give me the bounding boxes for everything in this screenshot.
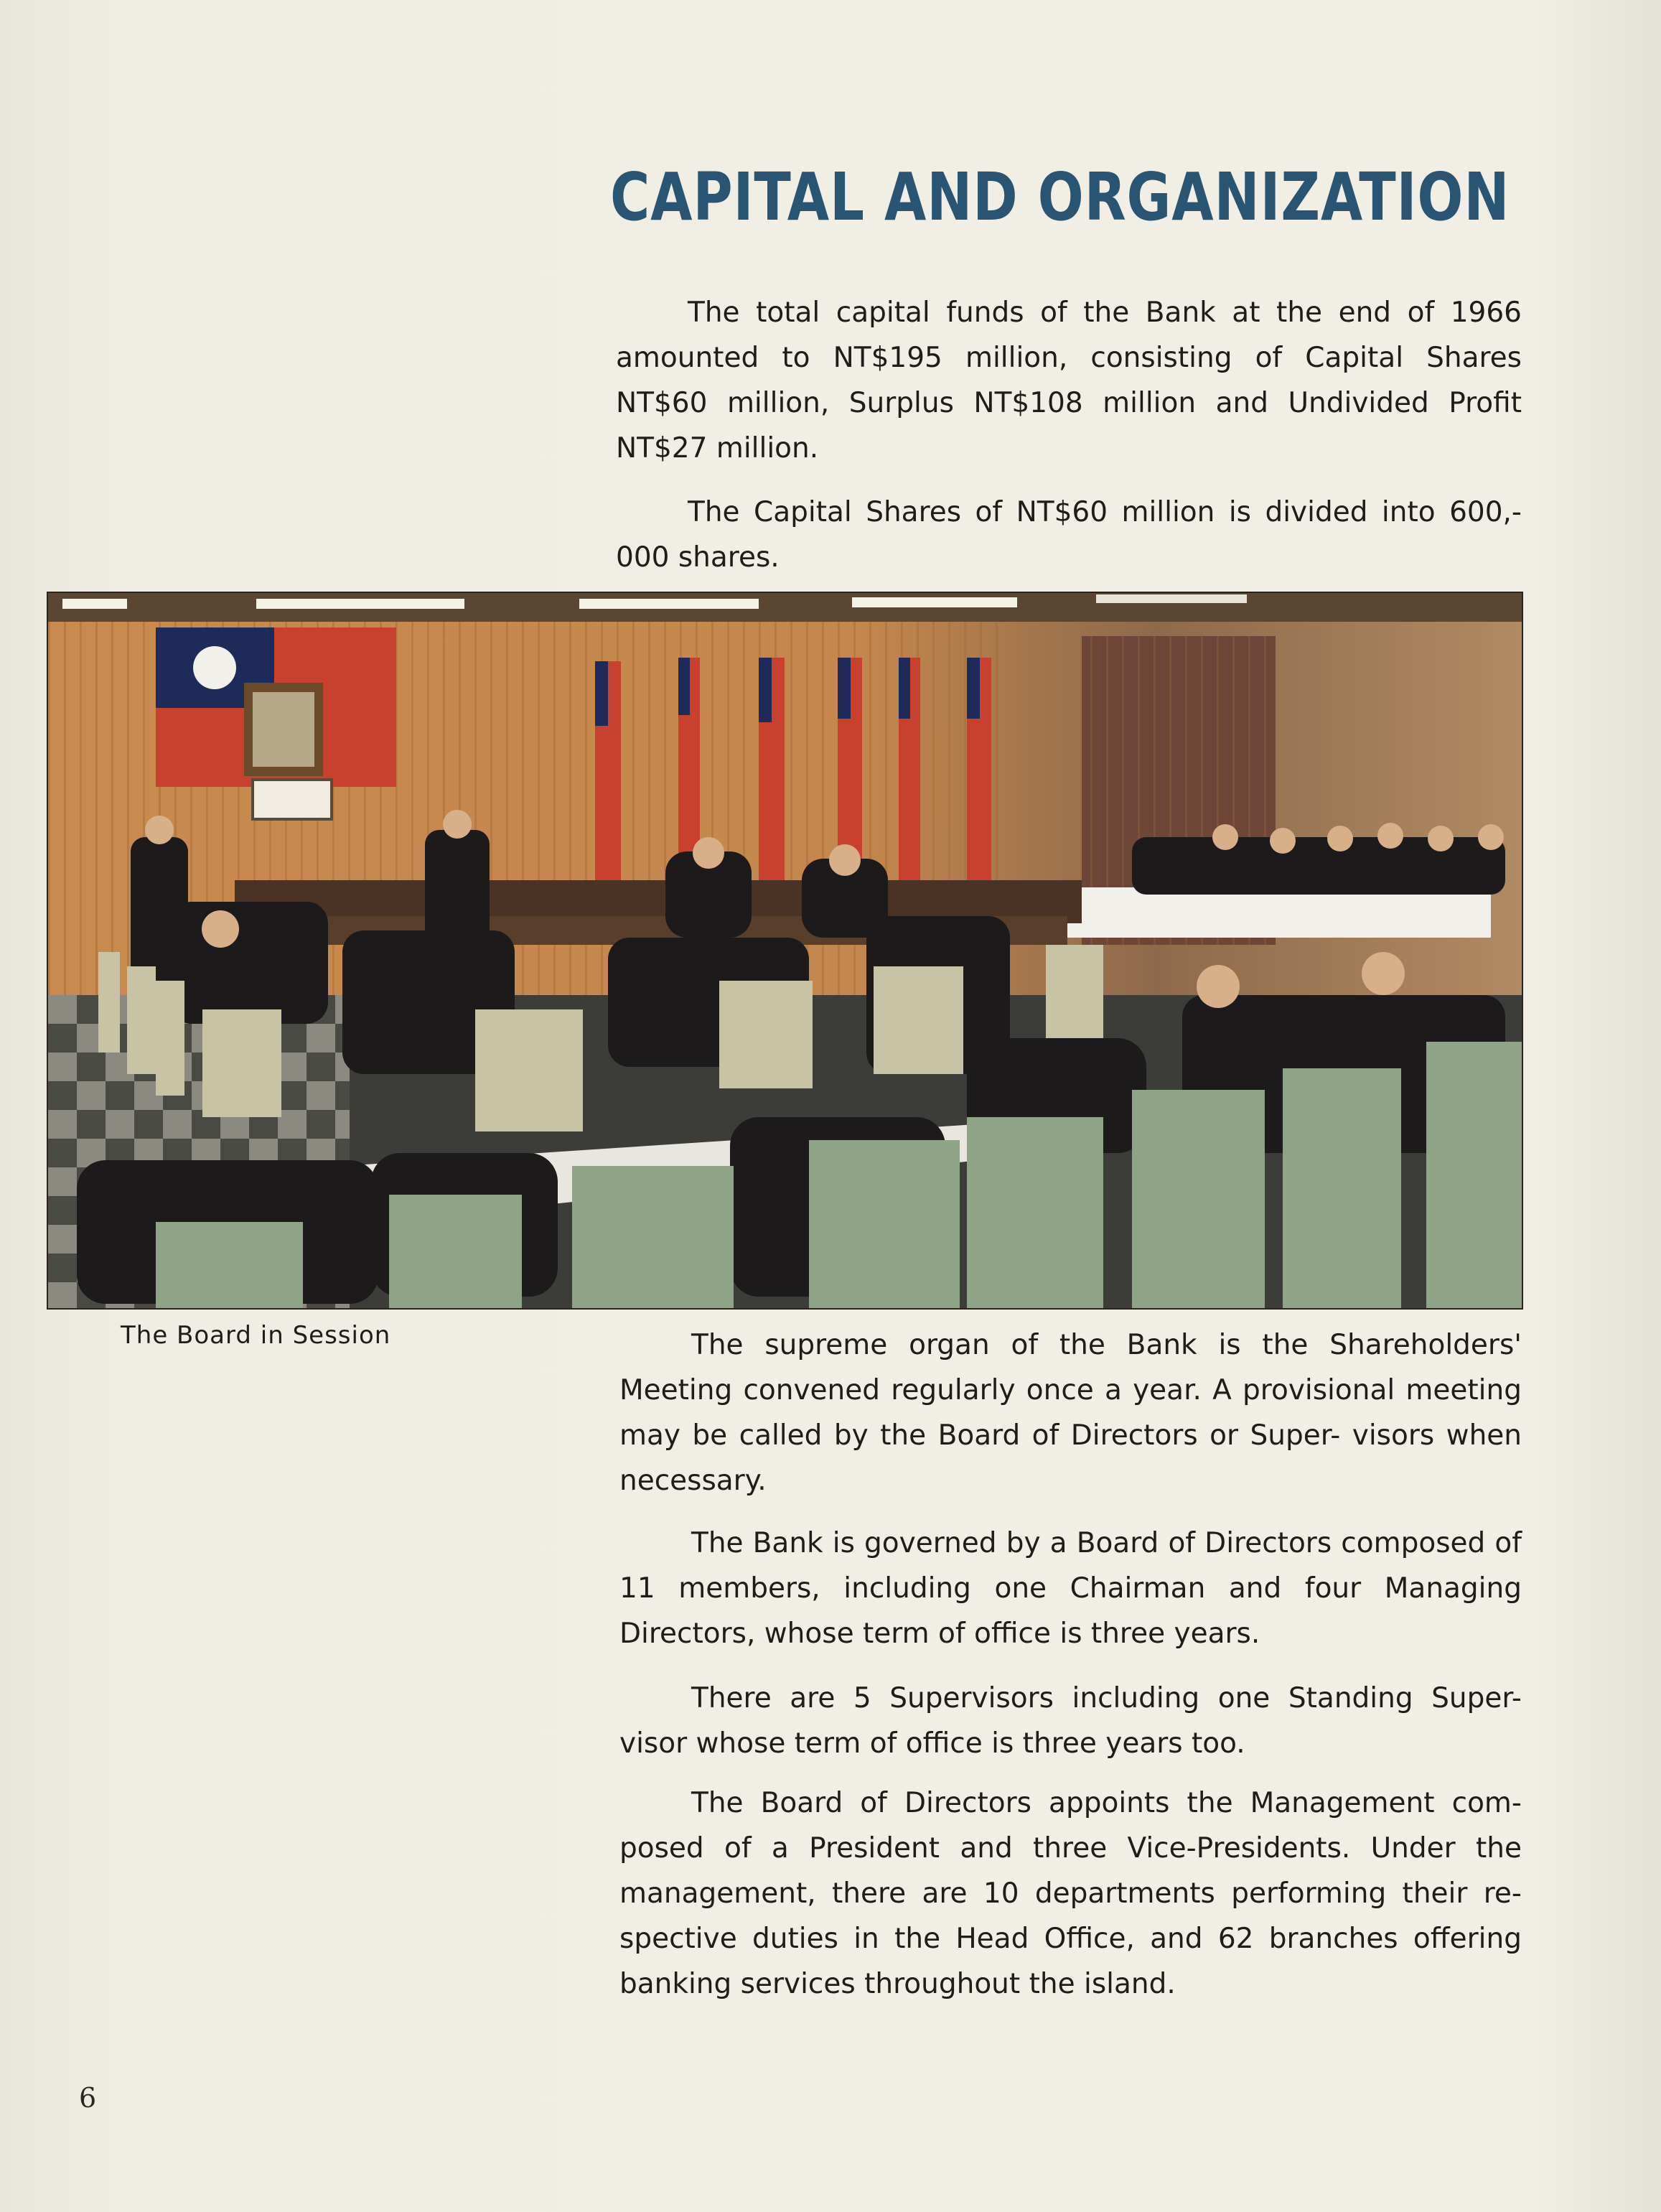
page-number: 6 [79, 2082, 97, 2114]
shareholders-meeting-paragraph: The supreme organ of the Bank is the Shareholders' Meeting convened regularly once a year. A provisional meeting may be called by the Board of Directors or Super- visors when necessary. [619, 1329, 1522, 1497]
board-session-photo [48, 593, 1522, 1308]
page-title: CAPITAL AND ORGANIZATION [610, 159, 1510, 235]
capital-funds-paragraph: The total capital funds of the Bank at the end of 1966 amounted to NT$195 million, consisting of Capital Shares NT$60 million, Surplus NT$108 million and Undivided Profit NT$27 million. [616, 297, 1522, 465]
capital-shares-paragraph: The Capital Shares of NT$60 million is divided into 600,- 000 shares. [616, 496, 1522, 574]
supervisors-paragraph: There are 5 Supervisors including one Standing Super- visor whose term of office is three years too. [619, 1682, 1522, 1760]
management-paragraph: The Board of Directors appoints the Management com- posed of a President and three Vice-Presidents. Under the management, there are 10 departments performing their re- spective duties in the Head Office, and 62 branches offering banking services throughout the island. [619, 1787, 1522, 2000]
photo-caption: The Board in Session [121, 1321, 391, 1350]
board-of-directors-paragraph: The Bank is governed by a Board of Directors composed of 11 members, including one Chairman and four Managing Directors, whose term of office is three years. [619, 1527, 1522, 1650]
